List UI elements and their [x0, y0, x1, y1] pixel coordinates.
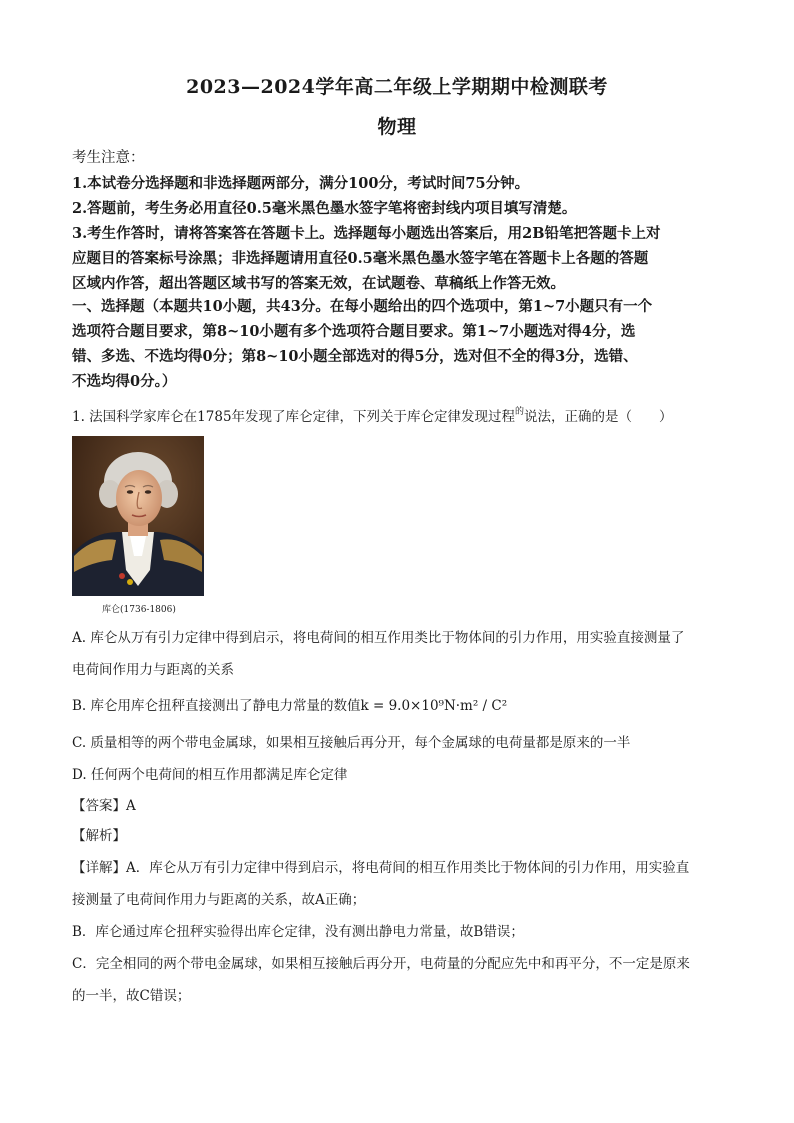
- notice-item: 3.考生作答时，请将答案答在答题卡上。选择题每小题选出答案后，用2B铅笔把答题卡上对: [72, 225, 661, 242]
- option-a: A. 库仑从万有引力定律中得到启示，将电荷间的相互作用类比于物体间的引力作用，用实验直接测量了: [72, 630, 685, 646]
- question-stem-sup: 的: [515, 407, 525, 417]
- section-instructions: [72, 294, 732, 394]
- option-b: B. 库仑用库仑扭秤直接测出了静电力常量的数值k = 9.0×10⁹N·m² / C²: [72, 698, 508, 714]
- question-stem-part: 说法，正确的是（ ）: [524, 409, 673, 425]
- section-line: 选项符合题目要求，第8~10小题有多个选项符合题目要求。第1~7小题选对得4分，选: [72, 323, 636, 340]
- answer-label: 【答案】A: [72, 798, 136, 814]
- coulomb-portrait: [72, 436, 204, 596]
- portrait-caption: 库仑(1736-1806): [102, 605, 176, 615]
- question-1-stem: [72, 404, 673, 425]
- notice-item: 应题目的答案标号涂黑；非选择题请用直径0.5毫米黑色墨水签字笔在答题卡上各题的答题: [72, 250, 649, 267]
- detail-line: C．完全相同的两个带电金属球，如果相互接触后再分开，电荷量的分配应先中和再平分，不一定是原来: [72, 956, 690, 972]
- detail-line: B．库仑通过库仑扭秤实验得出库仑定律，没有测出静电力常量，故B错误；: [72, 924, 524, 940]
- exam-notice: [72, 146, 732, 296]
- notice-item: 1.本试卷分选择题和非选择题两部分，满分100分，考试时间75分钟。: [72, 175, 530, 192]
- question-stem-part: 1. 法国科学家库仑在1785年发现了库仑定律，下列关于库仑定律发现过程: [72, 409, 516, 425]
- section-line: 不选均得0分。）: [72, 373, 177, 390]
- section-line: 一、选择题（本题共10小题，共43分。在每小题给出的四个选项中，第1~7小题只有一个: [72, 298, 653, 315]
- detail-line: 【详解】A．库仑从万有引力定律中得到启示，将电荷间的相互作用类比于物体间的引力作用，用实验直: [72, 860, 690, 876]
- section-line: 错、多选、不选均得0分；第8~10小题全部选对的得5分，选对但不全的得3分，选错、: [72, 348, 638, 365]
- detail-line: 接测量了电荷间作用力与距离的关系，故A正确；: [72, 892, 366, 908]
- notice-item: 2.答题前，考生务必用直径0.5毫米黑色墨水签字笔将密封线内项目填写清楚。: [72, 200, 577, 217]
- notice-heading: 考生注意：: [72, 150, 145, 166]
- detail-line: 的一半，故C错误；: [72, 988, 191, 1004]
- option-d: D. 任何两个电荷间的相互作用都满足库仑定律: [72, 767, 348, 783]
- analysis-label: 【解析】: [72, 828, 126, 844]
- exam-title: 2023—2024学年高二年级上学期期中检测联考: [186, 76, 608, 98]
- notice-item: 区域内作答，超出答题区域书写的答案无效，在试题卷、草稿纸上作答无效。: [72, 275, 565, 292]
- option-c: C. 质量相等的两个带电金属球，如果相互接触后再分开，每个金属球的电荷量都是原来的一半: [72, 735, 631, 751]
- exam-subject: 物理: [377, 116, 417, 138]
- option-a-continued: 电荷间作用力与距离的关系: [72, 662, 234, 678]
